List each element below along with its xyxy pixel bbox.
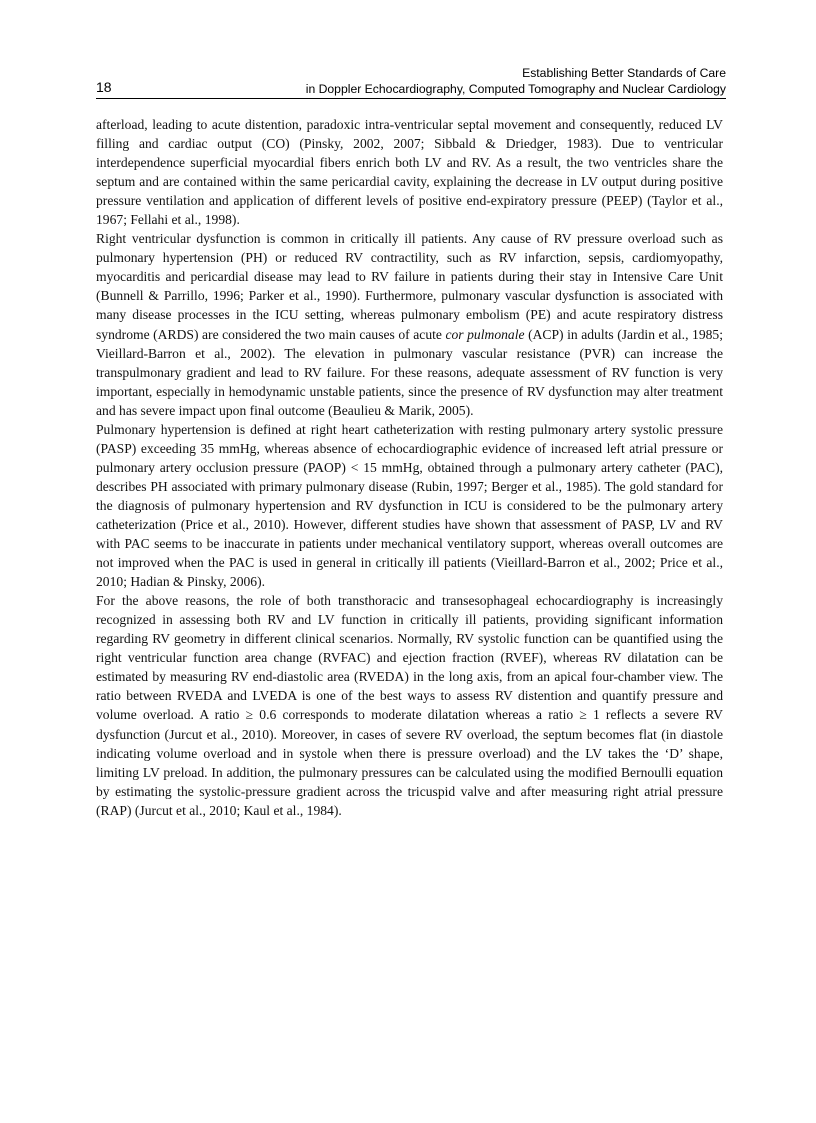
paragraph-4: For the above reasons, the role of both transthoracic and transesophageal echocardiography is increasingly recognized in assessing both RV and LV function in critically ill patients, providing significant information regarding RV geometry in different clinical scenarios. Normally, RV systolic function can be quantified using the right ventricular function area change (RVFAC) and ejection fraction (RVEF), whereas RV dilatation can be estimated by measuring RV end-diastolic area (RVEDA) in the long axis, from an apical four-chamber view. The ratio between RVEDA and LVEDA is one of the best ways to assess RV distention and quantify pressure and volume overload. A ratio ≥ 0.6 corresponds to moderate dilatation whereas a ratio ≥ 1 reflects a severe RV dysfunction (Jurcut et al., 2010). Moreover, in cases of severe RV overload, the septum becomes flat (in diastole indicating volume overload and in systole when there is pressure overload) and the LV takes the ‘D’ shape, limiting LV preload. In addition, the pulmonary pressures can be calculated using the modified Bernoulli equation by estimating the systolic-pressure gradient across the tricuspid valve and after measuring right atrial pressure (RAP) (Jurcut et al., 2010; Kaul et al., 1984). bbox=[96, 593, 723, 818]
header-rule bbox=[96, 98, 726, 99]
paragraph-2-italic-term: cor pulmonale bbox=[445, 326, 525, 342]
paragraph-1: afterload, leading to acute distention, paradoxic intra-ventricular septal movement and consequently, reduced LV filling and cardiac output (CO) (Pinsky, 2002, 2007; Sibbald & Driedger, 1983). Due to ventricular interdependence superficial myocardial fibers enrich both LV and RV. As a result, the two ventricles share the septum and are contained within the same pericardial cavity, explaining the decrease in LV output during positive pressure ventilation and application of different levels of positive end-expiratory pressure (PEEP) (Taylor et al., 1967; Fellahi et al., 1998). bbox=[96, 117, 723, 228]
running-header-line-2: in Doppler Echocardiography, Computed Tomography and Nuclear Cardiology bbox=[305, 81, 726, 96]
body-text bbox=[96, 115, 723, 820]
paragraph-3: Pulmonary hypertension is defined at right heart catheterization with resting pulmonary artery systolic pressure (PASP) exceeding 35 mmHg, whereas absence of echocardiographic evidence of increased left atrial pressure or pulmonary artery occlusion pressure (PAOP) < 15 mmHg, obtained through a pulmonary artery catheter (PAC), describes PH associated with primary pulmonary disease (Rubin, 1997; Berger et al., 1985). The gold standard for the diagnosis of pulmonary hypertension and RV dysfunction in ICU is considered to be the pulmonary artery catheterization (Price et al., 2010). However, different studies have shown that assessment of PASP, LV and RV with PAC seems to be inaccurate in patients under mechanical ventilatory support, whereas overall outcomes are not improved when the PAC is used in general in critically ill patients (Vieillard-Barron et al., 2002; Price et al., 2010; Hadian & Pinsky, 2006). bbox=[96, 421, 723, 590]
page-number: 18 bbox=[96, 79, 112, 95]
paragraph-2-part-b: (ACP) in adults (Jardin et al., 1985; Vieillard-Barron et al., 2002). The elevation in pulmonary vascular resistance (PVR) can increase the transpulmonary gradient and lead to RV failure. For these reasons, adequate assessment of RV function is very important, especially in hemodynamic unstable patients, since the presence of RV dysfunction may alter treatment and has severe impact upon final outcome (Beaulieu & Marik, 2005). bbox=[96, 326, 723, 418]
paragraph-2-part-a: Right ventricular dysfunction is common in critically ill patients. Any cause of RV pressure overload such as pulmonary hypertension (PH) or reduced RV contractility, such as RV infarction, sepsis, cardiomyopathy, myocarditis and pericardial disease may lead to RV failure in patients during their stay in Intensive Care Unit (Bunnell & Parrillo, 1996; Parker et al., 1990). Furthermore, pulmonary vascular dysfunction is associated with many disease processes in the ICU setting, whereas pulmonary embolism (PE) and acute respiratory distress syndrome (ARDS) are considered the two main causes of acute bbox=[96, 231, 723, 342]
paragraph-2 bbox=[96, 229, 723, 419]
running-header bbox=[306, 66, 726, 97]
running-header-line-1: Establishing Better Standards of Care bbox=[522, 66, 726, 80]
